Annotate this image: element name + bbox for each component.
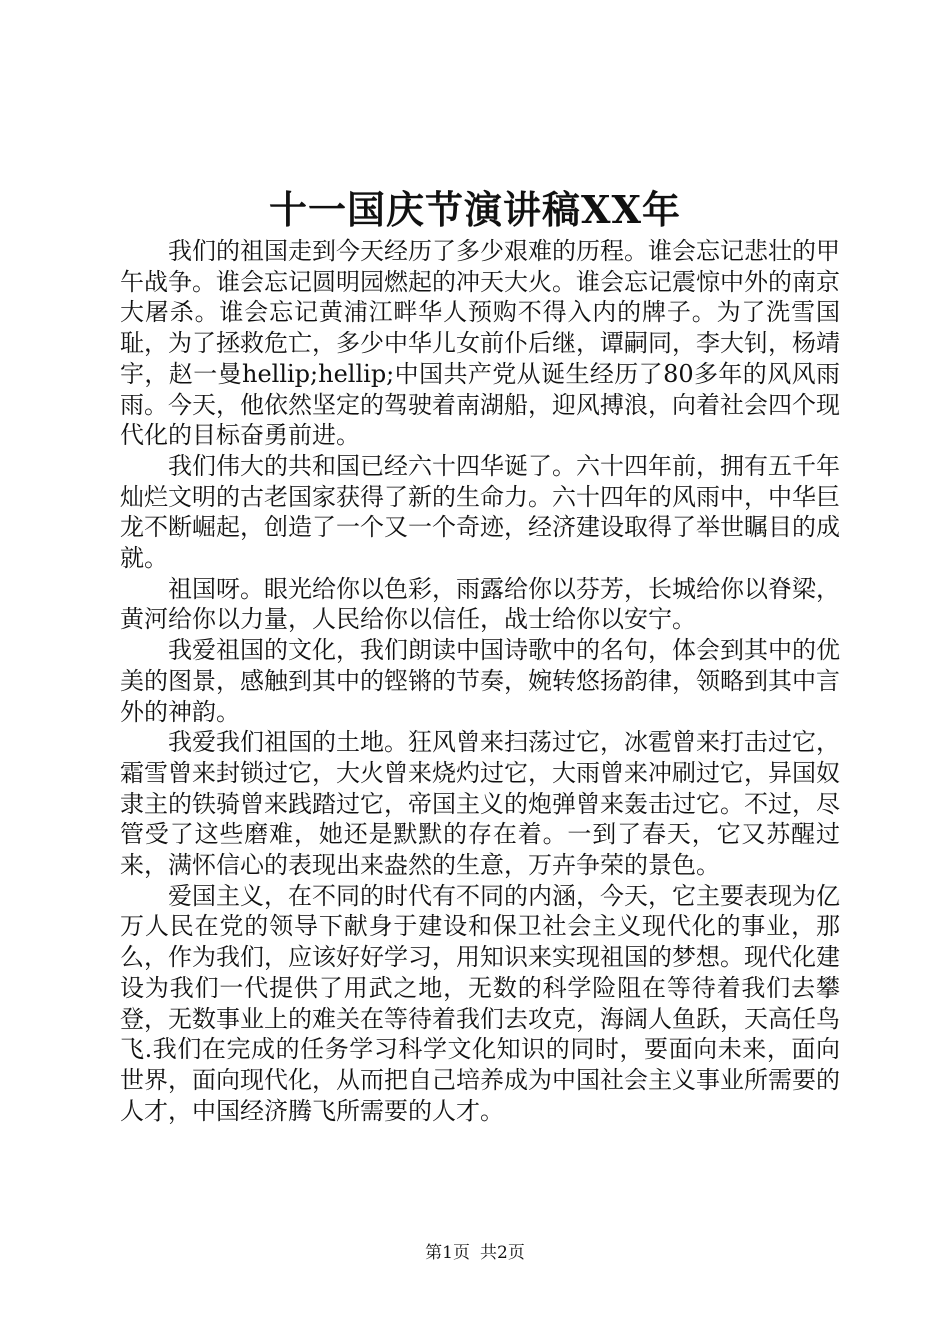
paragraph-2: 我们伟大的共和国已经六十四华诞了。六十四年前，拥有五千年灿烂文明的古老国家获得了新的生命力。六十四年的风雨中，中华巨龙不断崛起，创造了一个又一个奇迹，经济建设取得了举世瞩目的成就。 bbox=[120, 451, 840, 573]
page-footer bbox=[0, 1241, 950, 1265]
paragraph-6: 爱国主义，在不同的时代有不同的内涵，今天，它主要表现为亿万人民在党的领导下献身于建设和保卫社会主义现代化的事业，那么，作为我们，应该好好学习，用知识来实现祖国的梦想。现代化建设为我们一代提供了用武之地，无数的科学险阻在等待着我们去攀登，无数事业上的难关在等待着我们去攻克，海阔人鱼跃，天高任鸟飞.我们在完成的任务学习科学文化知识的同时，要面向未来，面向世界，面向现代化，从而把自己培养成为中国社会主义事业所需要的人才，中国经济腾飞所需要的人才。 bbox=[120, 881, 840, 1125]
document-title: 十一国庆节演讲稿XX年 bbox=[269, 187, 681, 232]
paragraph-5: 我爱我们祖国的土地。狂风曾来扫荡过它，冰雹曾来打击过它，霜雪曾来封锁过它，大火曾来烧灼过它，大雨曾来冲刷过它，异国奴隶主的铁骑曾来践踏过它，帝国主义的炮弹曾来轰击过它。不过，尽管受了这些磨难，她还是默默的存在着。一到了春天，它又苏醒过来，满怀信心的表现出来盎然的生意，万卉争荣的景色。 bbox=[120, 728, 840, 880]
paragraph-3: 祖国呀。眼光给你以色彩，雨露给你以芬芳，长城给你以脊梁，黄河给你以力量，人民给你以信任，战士给你以安宁。 bbox=[120, 574, 840, 634]
page-total: 共2页 bbox=[480, 1243, 525, 1263]
paragraph-4: 我爱祖国的文化，我们朗读中国诗歌中的名句，体会到其中的优美的图景，感触到其中的铿锵的节奏，婉转悠扬韵律，领略到其中言外的神韵。 bbox=[120, 636, 840, 726]
page-number: 第1页 bbox=[425, 1243, 470, 1263]
paragraph-1: 我们的祖国走到今天经历了多少艰难的历程。谁会忘记悲壮的甲午战争。谁会忘记圆明园燃起的冲天大火。谁会忘记震惊中外的南京大屠杀。谁会忘记黄浦江畔华人预购不得入内的牌子。为了洗雪国耻，为了拯救危亡，多少中华儿女前仆后继，谭嗣同，李大钊，杨靖宇，赵一曼hellip;hellip;中国共产党从诞生经历了80多年的风风雨雨。今天，他依然坚定的驾驶着南湖船，迎风搏浪，向着社会四个现代化的目标奋勇前进。 bbox=[120, 237, 840, 450]
document-body bbox=[120, 236, 840, 1126]
